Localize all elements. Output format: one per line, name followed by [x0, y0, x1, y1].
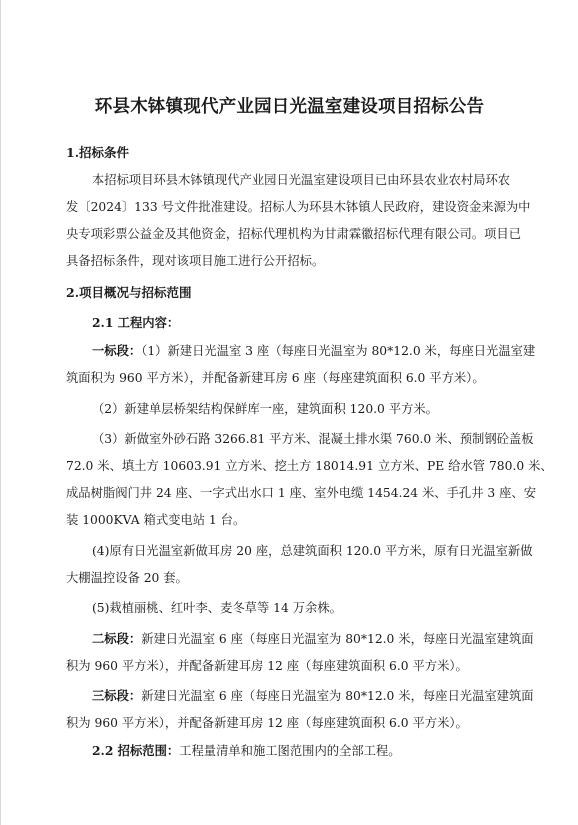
- section-1-line: 央专项彩票公益金及其他资金，招标代理机构为甘肃霖徽招标代理有限公司。项目已: [66, 227, 521, 241]
- lot-1-item-line: 成品树脂阀门井 24 座、一字式出水口 1 座、室外电缆 1454.24 米、手孔井 3 座、安: [66, 486, 537, 500]
- section-1-line: 发〔2024〕133 号文件批准建设。招标人为环县木钵镇人民政府，建设资金来源为中: [66, 200, 531, 214]
- lot-1-label: 一标段：: [92, 343, 142, 358]
- lot-1-item: （3）新做室外砂石路 3266.81 平方米、混凝土排水渠 760.0 米、预制钢砼盖板: [92, 432, 534, 446]
- lot-3-line: [92, 686, 534, 704]
- subsection-2-2: [92, 741, 401, 759]
- lot-1-item: （2）新建单层桥架结构保鲜库一座，建筑面积 120.0 平方米。: [92, 402, 438, 416]
- document-title: 环县木钵镇现代产业园日光温室建设项目招标公告: [94, 97, 485, 117]
- lot-2-text: 新建日光温室 6 座（每座日光温室为 80*12.0 米，每座日光温室建筑面: [141, 632, 534, 646]
- section-1-line: 本招标项目环县木钵镇现代产业园日光温室建设项目已由环县农业农村局环农: [92, 173, 511, 187]
- lot-1-line: 筑面积为 960 平方米），并配备新建耳房 6 座（每座建筑面积 6.0 平方米）。: [66, 371, 485, 385]
- lot-1-item-line: 72.0 米、填土方 10603.91 立方米、挖土方 18014.91 立方米、PE 给水管 780.0 米、: [66, 459, 553, 473]
- lot-1-line: [92, 341, 535, 359]
- subsection-2-2-text: 工程量清单和施工图范围内的全部工程。: [179, 744, 401, 758]
- lot-3-line: 积为 960 平方米），并配备新建耳房 12 座（每座建筑面积 6.0 平方米）。: [66, 716, 468, 730]
- lot-1-item: (5)栽植丽桃、红叶李、麦冬草等 14 万余株。: [92, 601, 342, 615]
- subsection-2-2-label: 2.2 招标范围：: [92, 743, 180, 758]
- lot-1-text: （1）新建日光温室 3 座（每座日光温室为 80*12.0 米，每座日光温室建: [141, 344, 536, 358]
- section-1-line: 具备招标条件，现对该项目施工进行公开招标。: [66, 254, 325, 268]
- lot-2-line: [92, 629, 534, 647]
- lot-2-label: 二标段：: [92, 631, 142, 646]
- lot-3-label: 三标段：: [92, 688, 142, 703]
- lot-3-text: 新建日光温室 6 座（每座日光温室为 80*12.0 米，每座日光温室建筑面: [141, 689, 534, 703]
- lot-1-item-line: 大棚温控设备 20 套。: [66, 571, 188, 585]
- lot-1-item: (4)原有日光温室新做耳房 20 座，总建筑面积 120.0 平方米，原有日光温室新做: [92, 544, 533, 558]
- lot-1-item-line: 装 1000KVA 箱式变电站 1 台。: [66, 513, 246, 527]
- subsection-2-1-heading: 2.1 工程内容：: [92, 315, 180, 330]
- lot-2-line: 积为 960 平方米），并配备新建耳房 12 座（每座建筑面积 6.0 平方米）。: [66, 659, 468, 673]
- section-1-heading: 1.招标条件: [66, 145, 130, 160]
- section-2-heading: 2.项目概况与招标范围: [66, 285, 192, 300]
